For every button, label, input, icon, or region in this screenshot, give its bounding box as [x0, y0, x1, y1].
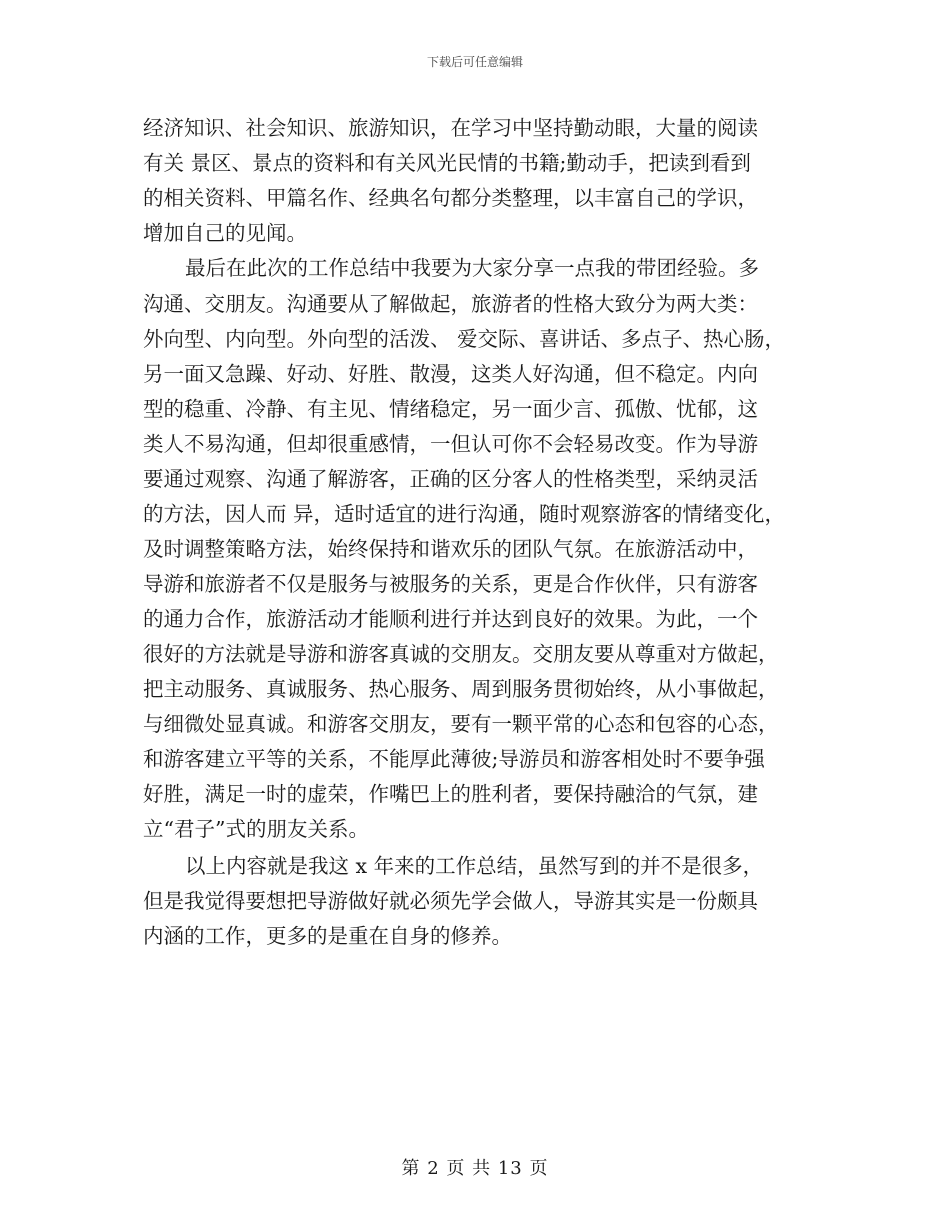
text-line: 很好的方法就是导游和游客真诚的交朋友。交朋友要从尊重对方做起， [143, 642, 779, 666]
text-line: 的方法，因人而 异，适时适宜的进行沟通，随时观察游客的情绪变化， [143, 502, 786, 526]
text-line: 内涵的工作，更多的是重在自身的修养。 [143, 924, 512, 948]
text-line: 增加自己的见闻。 [143, 221, 307, 245]
text-line: 导游和旅游者不仅是服务与被服务的关系，更是合作伙伴，只有游客 [143, 572, 758, 596]
paragraph-first-line: 以上内容就是我这 x 年来的工作总结，虽然写到的并不是很多， [185, 854, 764, 878]
text-line: 立“君子”式的朋友关系。 [143, 817, 369, 841]
page-number-footer: 第 2 页 共 13 页 [401, 1158, 549, 1179]
text-line: 另一面又急躁、好动、好胜、散漫，这类人好沟通，但不稳定。内向 [143, 362, 758, 386]
paragraph-first-line: 最后在此次的工作总结中我要为大家分享一点我的带团经验。多 [185, 256, 759, 280]
text-line: 的相关资料、甲篇名作、经典名句都分类整理，以丰富自己的学识， [143, 186, 758, 210]
text-line: 类人不易沟通，但却很重感情，一但认可你不会轻易改变。作为导游 [143, 432, 758, 456]
text-line: 与细微处显真诚。和游客交朋友，要有一颗平常的心态和包容的心态， [143, 712, 779, 736]
text-line: 型的稳重、冷静、有主见、情绪稳定，另一面少言、孤傲、忧郁，这 [143, 397, 758, 421]
text-line: 及时调整策略方法，始终保持和谐欢乐的团队气氛。在旅游活动中， [143, 537, 758, 561]
text-line: 把主动服务、真诚服务、热心服务、周到服务贯彻始终，从小事做起， [143, 677, 779, 701]
text-line: 有关 景区、景点的资料和有关风光民情的书籍;勤动手，把读到看到 [143, 151, 751, 175]
page-header: 下载后可任意编辑 [426, 55, 523, 69]
text-line: 和游客建立平等的关系，不能厚此薄彼;导游员和游客相处时不要争强 [143, 747, 765, 771]
text-line: 好胜，满足一时的虚荣，作嘴巴上的胜利者，要保持融洽的气氛，建 [143, 782, 758, 806]
text-line: 但是我觉得要想把导游做好就必须先学会做人，导游其实是一份颇具 [143, 889, 758, 913]
text-line: 要通过观察、沟通了解游客，正确的区分客人的性格类型，采纳灵活 [143, 467, 758, 491]
text-line: 沟通、交朋友。沟通要从了解做起，旅游者的性格大致分为两大类： [143, 292, 758, 316]
text-line: 的通力合作，旅游活动才能顺利进行并达到良好的效果。为此，一个 [143, 607, 758, 631]
text-line: 经济知识、社会知识、旅游知识，在学习中坚持勤动眼，大量的阅读 [143, 116, 758, 140]
text-line: 外向型、内向型。外向型的活泼、 爱交际、喜讲话、多点子、热心肠， [143, 327, 786, 351]
